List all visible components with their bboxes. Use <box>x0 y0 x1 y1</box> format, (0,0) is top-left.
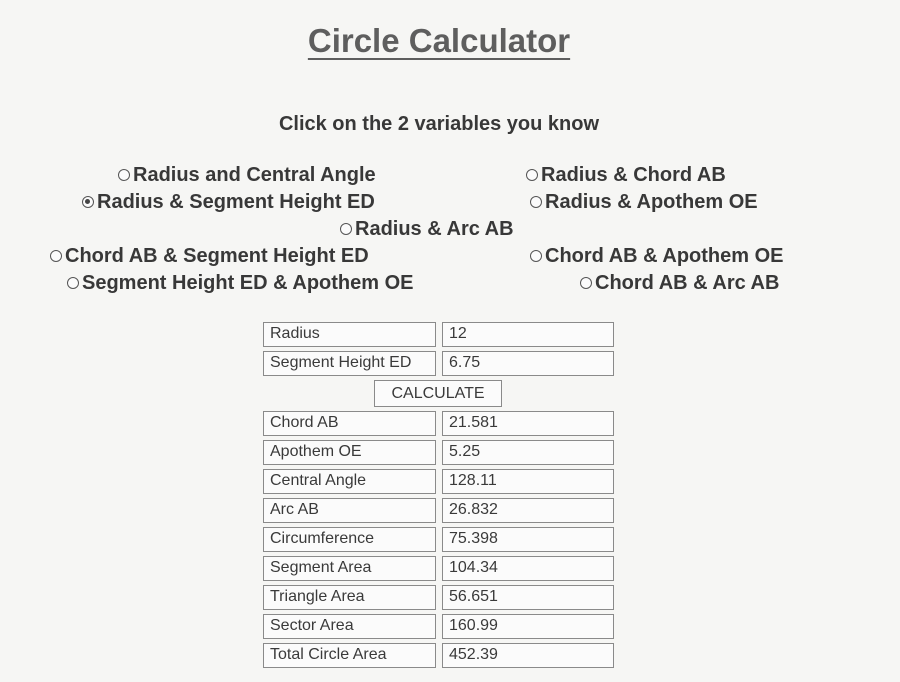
option-radius-arc[interactable] <box>340 217 514 241</box>
result-value-triangle-area: 56.651 <box>442 585 614 610</box>
page-title: Circle Calculator <box>307 22 571 59</box>
result-label-segment-area: Segment Area <box>263 556 436 581</box>
option-label: Segment Height ED & Apothem OE <box>82 272 414 294</box>
result-label-arc: Arc AB <box>263 498 436 523</box>
radio-icon[interactable] <box>580 277 592 289</box>
result-value-arc: 26.832 <box>442 498 614 523</box>
segment-height-input[interactable]: 6.75 <box>442 351 614 376</box>
option-label: Radius & Arc AB <box>355 218 514 240</box>
option-radius-segment-height[interactable] <box>82 190 375 214</box>
result-label-central-angle: Central Angle <box>263 469 436 494</box>
option-label: Chord AB & Arc AB <box>595 272 780 294</box>
option-segment-height-apothem[interactable] <box>67 271 414 295</box>
radio-icon[interactable] <box>530 196 542 208</box>
option-label: Chord AB & Segment Height ED <box>65 245 369 267</box>
result-value-central-angle: 128.11 <box>442 469 614 494</box>
radio-icon[interactable] <box>530 250 542 262</box>
radio-icon[interactable] <box>526 169 538 181</box>
radio-icon[interactable] <box>118 169 130 181</box>
input-label-radius: Radius <box>263 322 436 347</box>
instruction-text: Click on the 2 variables you know <box>278 113 600 135</box>
option-label: Chord AB & Apothem OE <box>545 245 784 267</box>
option-label: Radius & Chord AB <box>541 164 726 186</box>
option-radius-apothem[interactable] <box>530 190 758 214</box>
result-value-segment-area: 104.34 <box>442 556 614 581</box>
result-value-sector-area: 160.99 <box>442 614 614 639</box>
result-label-sector-area: Sector Area <box>263 614 436 639</box>
option-radius-central-angle[interactable] <box>118 163 376 187</box>
option-label: Radius & Segment Height ED <box>97 191 375 213</box>
result-label-apothem: Apothem OE <box>263 440 436 465</box>
option-label: Radius & Apothem OE <box>545 191 758 213</box>
radio-icon[interactable] <box>50 250 62 262</box>
result-value-apothem: 5.25 <box>442 440 614 465</box>
option-label: Radius and Central Angle <box>133 164 376 186</box>
radio-icon[interactable] <box>67 277 79 289</box>
input-label-segment-height: Segment Height ED <box>263 351 436 376</box>
result-label-circumference: Circumference <box>263 527 436 552</box>
radius-input[interactable]: 12 <box>442 322 614 347</box>
option-radius-chord[interactable] <box>526 163 726 187</box>
result-value-chord: 21.581 <box>442 411 614 436</box>
radio-checked-icon[interactable] <box>82 196 94 208</box>
result-label-chord: Chord AB <box>263 411 436 436</box>
radio-icon[interactable] <box>340 223 352 235</box>
result-label-total-circle-area: Total Circle Area <box>263 643 436 668</box>
calculate-button[interactable]: CALCULATE <box>374 380 502 407</box>
result-label-triangle-area: Triangle Area <box>263 585 436 610</box>
result-value-total-circle-area: 452.39 <box>442 643 614 668</box>
result-value-circumference: 75.398 <box>442 527 614 552</box>
option-chord-apothem[interactable] <box>530 244 784 268</box>
option-chord-arc[interactable] <box>580 271 779 295</box>
option-chord-segment-height[interactable] <box>50 244 369 268</box>
